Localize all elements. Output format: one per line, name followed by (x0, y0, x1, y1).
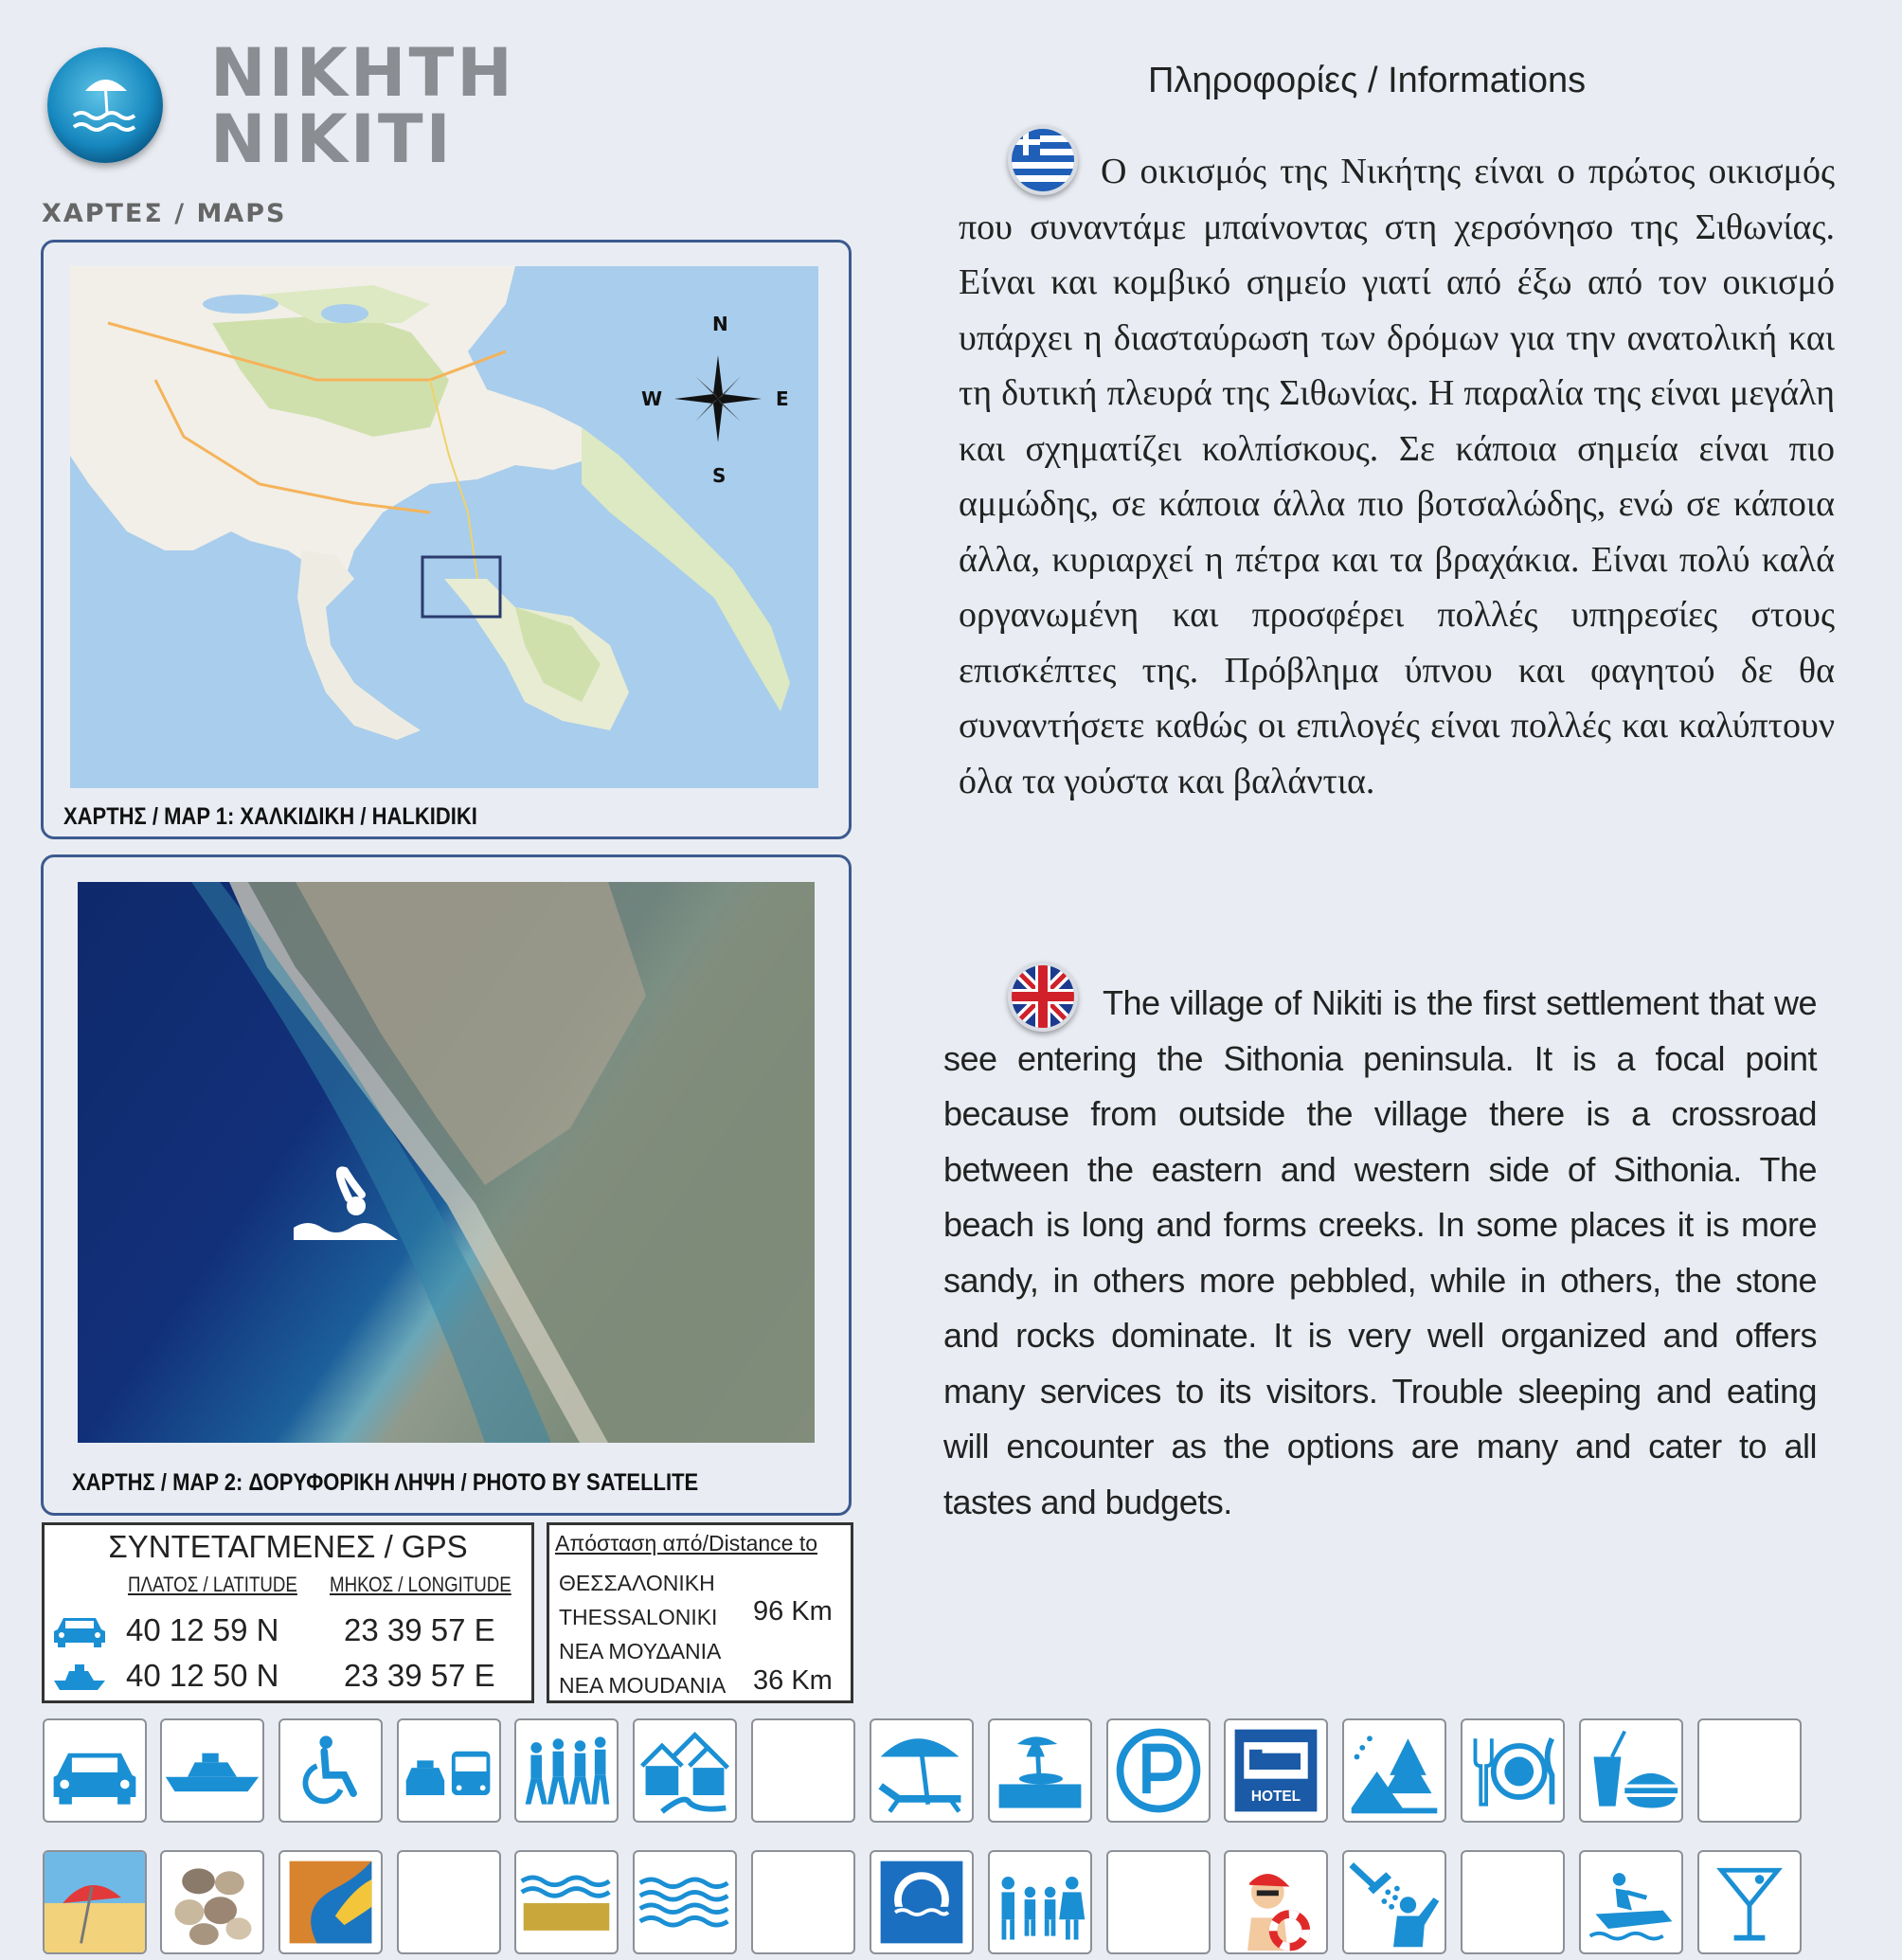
service-shower-tile (1342, 1850, 1446, 1954)
service-empty-tile (1461, 1850, 1565, 1954)
gps-latitude-header: ΠΛΑΤΟΣ / LATITUDE (128, 1573, 297, 1596)
compass-west-label: W (641, 387, 663, 410)
gps-boat-longitude: 23 39 57 E (344, 1658, 495, 1693)
service-family-tile (988, 1850, 1092, 1954)
info-title: Πληροφορίες / Informations (1148, 61, 1587, 100)
service-hikers-tile (514, 1718, 619, 1823)
distance-title: Απόσταση από/Distance to (555, 1531, 818, 1555)
service-restaurant-tile (1461, 1718, 1565, 1823)
service-empty-tile (751, 1850, 855, 1954)
pebbles-icon (162, 1852, 262, 1952)
service-fast-food-tile (1579, 1718, 1683, 1823)
service-cocktail-tile (1697, 1850, 1802, 1954)
map1-panel (41, 240, 852, 839)
gps-car-latitude: 40 12 59 N (126, 1612, 279, 1647)
service-sandy-beach-tile (43, 1850, 147, 1954)
service-umbrella-lounger-tile (870, 1718, 974, 1823)
service-rooms-tile (633, 1718, 737, 1823)
halkidiki-road-map[interactable] (70, 266, 818, 788)
service-empty-tile (751, 1718, 855, 1823)
satellite-photo-image (78, 882, 815, 1443)
restaurant-icon (1462, 1720, 1563, 1821)
english-description: The village of Nikiti is the first settlement that we see entering the Sithonia peninsula. It is a focal point because from outside the village there is a crossroad between the eastern and western side of Sithonia. The beach is long and forms creeks. In some places it is more sandy, in others more pebbled, while in others, the stone and rocks dominate. It is very well organized and offers many services to its visitors. Trouble sleeping and eating will encounter as the options are many and cater to all tastes and budgets. (943, 983, 1817, 1521)
water-icon (635, 1852, 735, 1952)
shower-icon (1344, 1852, 1444, 1952)
boat-icon (162, 1720, 262, 1821)
sandy-beach-icon (45, 1852, 145, 1952)
family-icon (990, 1852, 1090, 1952)
service-car-tile (43, 1718, 147, 1823)
map2-panel (41, 854, 852, 1516)
service-empty-tile (1106, 1850, 1211, 1954)
hotel-label: HOTEL (1250, 1788, 1301, 1805)
service-water-tile (633, 1850, 737, 1954)
beach-bar-icon (990, 1720, 1090, 1821)
service-taxi-bus-tile (397, 1718, 501, 1823)
compass-south-label: S (712, 464, 727, 487)
maps-section-label: ΧΑΡΤΕΣ / MAPS (42, 199, 287, 228)
sand-water-icon (516, 1852, 617, 1952)
hotel-icon (1226, 1720, 1326, 1821)
service-empty-tile (397, 1850, 501, 1954)
service-boat-tile (160, 1718, 264, 1823)
brand-title (210, 34, 515, 178)
service-beach-bar-tile (988, 1718, 1092, 1823)
car-icon (52, 1614, 107, 1648)
rooms-icon (635, 1720, 735, 1821)
distance-thessaloniki-latin: THESSALONIKI (559, 1605, 718, 1629)
fast-food-icon (1581, 1720, 1681, 1821)
service-rocks-tile (278, 1850, 383, 1954)
compass-north-label: N (712, 313, 728, 335)
gps-car-longitude: 23 39 57 E (344, 1612, 495, 1647)
brand-title-latin: NIKITI (210, 100, 454, 178)
brand-title-greek: ΝΙΚΗΤΗ (210, 34, 515, 112)
service-empty-tile (1697, 1718, 1802, 1823)
service-wheelchair-tile (278, 1718, 383, 1823)
gps-row-car (45, 1609, 531, 1654)
service-hotel-tile (1224, 1718, 1328, 1823)
map1-caption: ΧΑΡΤΗΣ / MAP 1: ΧΑΛΚΙΔΙΚΗ / HALKIDIKI (63, 803, 477, 830)
service-parking-tile (1106, 1718, 1211, 1823)
wheelchair-icon (280, 1720, 381, 1821)
beach-umbrella-logo-icon (47, 47, 163, 163)
gps-boat-latitude: 40 12 50 N (126, 1658, 279, 1693)
distance-moudania-greek: ΝΕΑ ΜΟΥΔΑΝΙΑ (559, 1639, 722, 1663)
service-camping-tile (1342, 1718, 1446, 1823)
greek-description: Ο οικισμός της Νικήτης είναι ο πρώτος οικισμός που συναντάμε μπαίνοντας στη χερσόνησο της Σιθωνίας. Είναι και κομβικό σημείο γιατί από έξω από τον οικισμό υπάρχει η διασταύρωση των δρόμων για την ανατολική και τη δυτική πλευρά της Σιθωνίας. Η παραλία της είναι μεγάλη και σχηματίζει κολπίσκους. Σε κάποια σημεία είναι πιο αμμώδης, σε κάποια άλλα πιο βοτσαλώδης, ενώ σε κάποια άλλα, κυριαρχεί η πέτρα και τα βραχάκια. Είναι πολύ καλά οργανωμένη και προσφέρει πολλές υπηρεσίες στους επισκέπτες της. Πρόβλημα ύπνου και φαγητού δε θα συναντήσετε καθώς οι επιλογές είναι πολλές και καλύπτουν όλα τα γούστα και βαλάντια. (959, 152, 1835, 801)
boat-icon (52, 1660, 107, 1694)
car-icon (45, 1720, 145, 1821)
distance-thessaloniki-greek: ΘΕΣΣΑΛΟΝΙΚΗ (559, 1571, 715, 1595)
halkidiki-map-image (70, 266, 818, 788)
taxi-bus-icon (399, 1720, 499, 1821)
distance-thessaloniki-km: 96 Km (753, 1596, 833, 1627)
service-pebbles-tile (160, 1850, 264, 1954)
service-lifeguard-tile (1224, 1850, 1328, 1954)
lifeguard-icon (1226, 1852, 1326, 1952)
gps-title: ΣΥΝΤΕΤΑΓΜΕΝΕΣ / GPS (108, 1529, 468, 1564)
cocktail-icon (1699, 1852, 1800, 1952)
compass-east-label: E (776, 387, 789, 410)
nikiti-logo (47, 47, 163, 163)
service-sand-water-tile (514, 1850, 619, 1954)
gps-longitude-header: ΜΗΚΟΣ / LONGITUDE (330, 1573, 511, 1596)
parking-icon (1108, 1720, 1209, 1821)
distance-moudania-latin: NEA MOUDANIA (559, 1673, 727, 1698)
jet-ski-icon (1581, 1852, 1681, 1952)
gps-coordinates-box (42, 1522, 534, 1703)
service-jet-ski-tile (1579, 1850, 1683, 1954)
map2-caption: ΧΑΡΤΗΣ / MAP 2: ΔΟΡΥΦΟΡΙΚΗ ΛΗΨΗ / PHOTO BY SATELLITE (72, 1469, 699, 1496)
camping-icon (1344, 1720, 1444, 1821)
satellite-map[interactable] (78, 882, 815, 1443)
hikers-icon (516, 1720, 617, 1821)
distance-box (547, 1522, 853, 1703)
distance-moudania-km: 36 Km (753, 1665, 833, 1696)
rocks-icon (280, 1852, 381, 1952)
blue-flag-icon (871, 1852, 972, 1952)
gps-row-boat (45, 1654, 531, 1699)
service-blue-flag-tile (870, 1850, 974, 1954)
umbrella-lounger-icon (871, 1720, 972, 1821)
